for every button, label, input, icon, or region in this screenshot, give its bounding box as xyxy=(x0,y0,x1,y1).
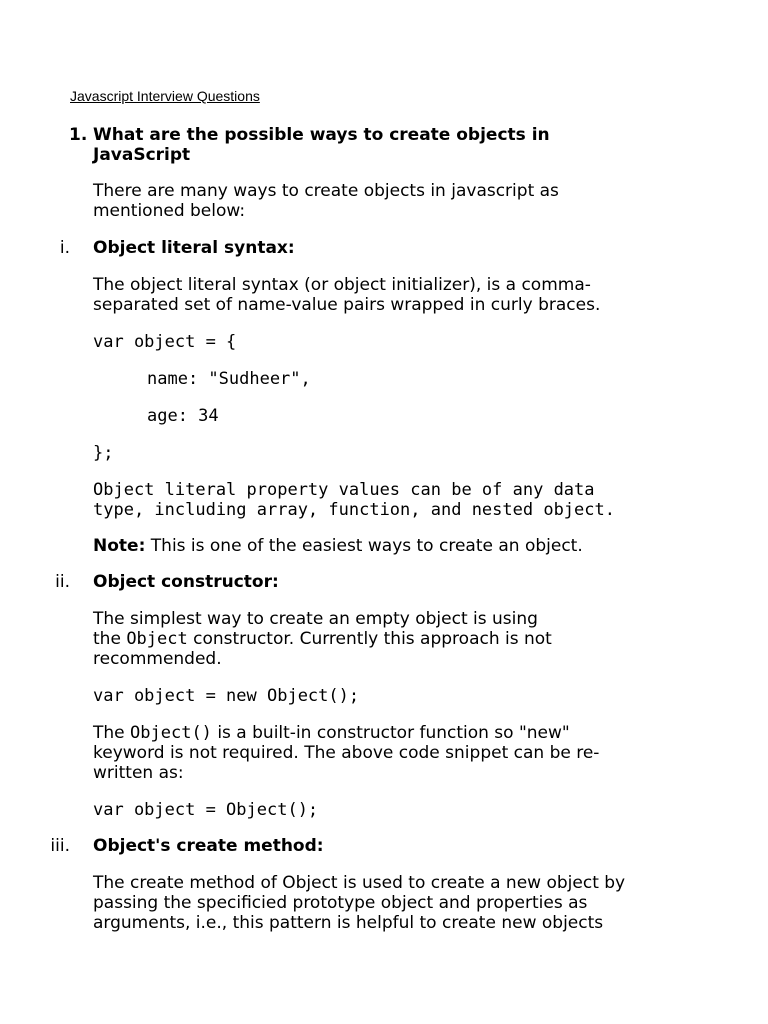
description-line: passing the specificied prototype object and properties as xyxy=(93,893,588,913)
description-line: arguments, i.e., this pattern is helpful to create new objects xyxy=(93,913,604,933)
code-line: var object = new Object(); xyxy=(93,686,360,706)
document-title: Javascript Interview Questions xyxy=(70,88,260,104)
code-line: }; xyxy=(93,443,114,463)
code-line: name: "Sudheer", xyxy=(147,369,311,389)
intro-paragraph xyxy=(93,181,693,221)
section-numeral: iii. xyxy=(50,836,70,856)
question-number: 1. xyxy=(69,125,88,145)
text-run: constructor. Currently this approach is not xyxy=(187,629,552,649)
section-description xyxy=(93,609,693,669)
paragraph-line: keyword is not required. The above code snippet can be re- xyxy=(93,743,600,763)
inline-code: Object xyxy=(126,629,188,649)
paragraph-line: written as: xyxy=(93,763,184,783)
question-title xyxy=(93,125,693,165)
section-heading: Object's create method: xyxy=(93,836,324,856)
description-line: separated set of name-value pairs wrapped in curly braces. xyxy=(93,295,601,315)
description-line: The create method of Object is used to create a new object by xyxy=(93,873,626,893)
section-paragraph xyxy=(93,723,693,783)
section-numeral: ii. xyxy=(55,572,70,592)
question-title-line: JavaScript xyxy=(93,145,191,165)
section-description xyxy=(93,873,733,933)
description-line: recommended. xyxy=(93,649,222,669)
text-run: the xyxy=(93,629,127,649)
note-paragraph xyxy=(93,536,693,556)
mono-line: Object literal property values can be of any data xyxy=(93,480,595,500)
section-numeral: i. xyxy=(59,238,70,258)
intro-line: There are many ways to create objects in javascript as xyxy=(93,181,559,201)
mono-paragraph xyxy=(93,480,713,520)
text-run: is a built-in constructor function so "new" xyxy=(211,723,570,743)
description-line: The simplest way to create an empty object is using xyxy=(93,609,538,629)
code-line: age: 34 xyxy=(147,406,219,426)
mono-line: type, including array, function, and nested object. xyxy=(93,500,615,520)
section-heading: Object constructor: xyxy=(93,572,279,592)
note-label: Note: xyxy=(93,536,146,556)
section-heading: Object literal syntax: xyxy=(93,238,295,258)
description-line xyxy=(93,629,693,649)
text-run: The xyxy=(93,723,131,743)
inline-code: Object() xyxy=(130,723,212,743)
intro-line: mentioned below: xyxy=(93,201,246,221)
code-line: var object = Object(); xyxy=(93,800,319,820)
paragraph-line xyxy=(93,723,693,743)
description-line: The object literal syntax (or object initializer), is a comma- xyxy=(93,275,591,295)
section-description xyxy=(93,275,693,315)
note-text: This is one of the easiest ways to create an object. xyxy=(145,536,583,556)
question-title-line: What are the possible ways to create objects in xyxy=(93,125,550,145)
code-line: var object = { xyxy=(93,332,237,352)
